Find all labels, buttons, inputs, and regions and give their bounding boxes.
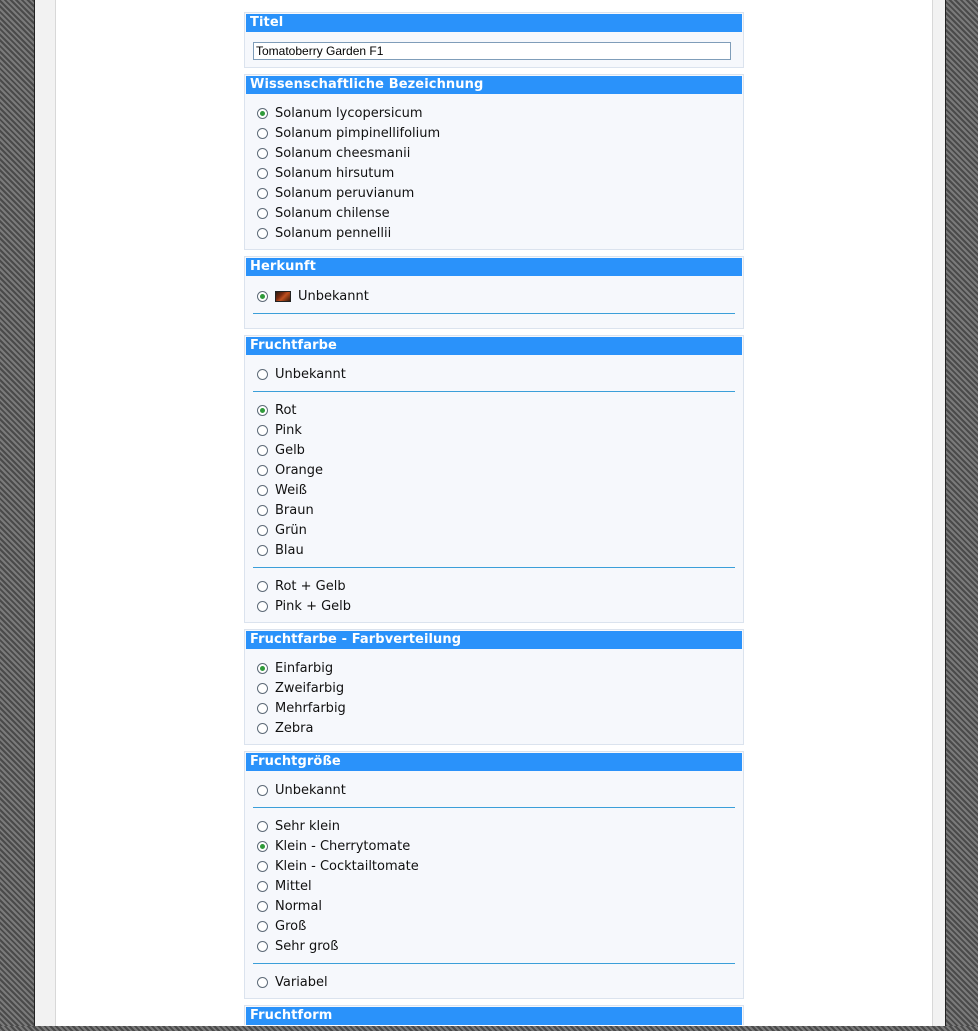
radio-unchecked[interactable]	[257, 188, 268, 199]
option-label: Solanum pimpinellifolium	[275, 125, 441, 141]
section-herkunft	[244, 256, 744, 329]
divider	[253, 567, 735, 568]
radio-unchecked[interactable]	[257, 861, 268, 872]
option-label: Solanum chilense	[275, 205, 390, 221]
radio-option[interactable]	[253, 876, 735, 896]
radio-option[interactable]	[253, 400, 735, 420]
option-label: Klein - Cocktailtomate	[275, 858, 419, 874]
option-label: Grün	[275, 522, 307, 538]
option-label: Gelb	[275, 442, 305, 458]
radio-option[interactable]	[253, 223, 735, 243]
section-wissenschaft	[244, 74, 744, 250]
option-label: Weiß	[275, 482, 307, 498]
radio-checked[interactable]	[257, 291, 268, 302]
radio-option[interactable]	[253, 896, 735, 916]
option-label: Mehrfarbig	[275, 700, 346, 716]
radio-checked[interactable]	[257, 405, 268, 416]
radio-option[interactable]	[253, 678, 735, 698]
radio-checked[interactable]	[257, 663, 268, 674]
form-column	[244, 12, 744, 1031]
radio-unchecked[interactable]	[257, 148, 268, 159]
radio-checked[interactable]	[257, 108, 268, 119]
radio-option[interactable]	[253, 816, 735, 836]
section-heading-fruchtgroesse: Fruchtgröße	[246, 753, 742, 771]
section-fruchtform	[244, 1005, 744, 1025]
radio-unchecked[interactable]	[257, 821, 268, 832]
radio-option[interactable]	[253, 163, 735, 183]
section-heading-farbverteilung: Fruchtfarbe - Farbverteilung	[246, 631, 742, 649]
radio-unchecked[interactable]	[257, 901, 268, 912]
option-label: Variabel	[275, 974, 328, 990]
radio-option[interactable]	[253, 596, 735, 616]
radio-option[interactable]	[253, 123, 735, 143]
radio-unchecked[interactable]	[257, 941, 268, 952]
section-titel	[244, 12, 744, 68]
radio-option[interactable]	[253, 143, 735, 163]
option-label: Rot + Gelb	[275, 578, 346, 594]
radio-option[interactable]	[253, 364, 735, 384]
radio-option[interactable]	[253, 718, 735, 738]
radio-unchecked[interactable]	[257, 545, 268, 556]
section-fruchtfarbe	[244, 335, 744, 623]
wissenschaft-options	[245, 94, 743, 249]
radio-option[interactable]	[253, 916, 735, 936]
radio-option[interactable]	[253, 440, 735, 460]
section-heading-fruchtfarbe: Fruchtfarbe	[246, 337, 742, 355]
radio-option[interactable]	[253, 183, 735, 203]
radio-option[interactable]	[253, 780, 735, 800]
option-label: Zweifarbig	[275, 680, 345, 696]
option-label: Mittel	[275, 878, 312, 894]
section-heading-wissenschaft: Wissenschaftliche Bezeichnung	[246, 76, 742, 94]
radio-unchecked[interactable]	[257, 465, 268, 476]
radio-option[interactable]	[253, 856, 735, 876]
radio-option[interactable]	[253, 836, 735, 856]
option-label: Unbekannt	[275, 366, 346, 382]
radio-unchecked[interactable]	[257, 525, 268, 536]
option-label: Solanum hirsutum	[275, 165, 395, 181]
radio-unchecked[interactable]	[257, 977, 268, 988]
option-label: Orange	[275, 462, 324, 478]
radio-option[interactable]	[253, 480, 735, 500]
radio-unchecked[interactable]	[257, 921, 268, 932]
section-farbverteilung	[244, 629, 744, 745]
option-label: Unbekannt	[298, 288, 369, 304]
radio-unchecked[interactable]	[257, 228, 268, 239]
option-label: Pink + Gelb	[275, 598, 352, 614]
radio-option[interactable]	[253, 576, 735, 596]
radio-option[interactable]	[253, 520, 735, 540]
radio-option[interactable]	[253, 936, 735, 956]
radio-unchecked[interactable]	[257, 208, 268, 219]
option-label: Zebra	[275, 720, 314, 736]
radio-option[interactable]	[253, 203, 735, 223]
option-label: Solanum pennellii	[275, 225, 392, 241]
radio-option[interactable]	[253, 500, 735, 520]
radio-unchecked[interactable]	[257, 505, 268, 516]
radio-unchecked[interactable]	[257, 881, 268, 892]
option-label: Klein - Cherrytomate	[275, 838, 411, 854]
radio-option[interactable]	[253, 420, 735, 440]
option-label: Unbekannt	[275, 782, 346, 798]
section-heading-herkunft: Herkunft	[246, 258, 742, 276]
section-heading-titel: Titel	[246, 14, 742, 32]
option-label: Solanum lycopersicum	[275, 105, 423, 121]
option-label: Braun	[275, 502, 314, 518]
option-label: Pink	[275, 422, 302, 438]
radio-unchecked[interactable]	[257, 683, 268, 694]
radio-unchecked[interactable]	[257, 168, 268, 179]
section-heading-fruchtform: Fruchtform	[246, 1007, 742, 1025]
option-label: Blau	[275, 542, 304, 558]
radio-option[interactable]	[253, 698, 735, 718]
option-label: Rot	[275, 402, 297, 418]
option-label: Einfarbig	[275, 660, 334, 676]
option-label: Solanum cheesmanii	[275, 145, 411, 161]
radio-checked[interactable]	[257, 841, 268, 852]
divider	[253, 391, 735, 392]
radio-option[interactable]	[253, 286, 735, 306]
radio-unchecked[interactable]	[257, 703, 268, 714]
radio-unchecked[interactable]	[257, 369, 268, 380]
radio-option[interactable]	[253, 972, 735, 992]
title-input[interactable]	[253, 42, 731, 60]
radio-option[interactable]	[253, 658, 735, 678]
radio-unchecked[interactable]	[257, 445, 268, 456]
divider	[253, 313, 735, 314]
radio-unchecked[interactable]	[257, 601, 268, 612]
divider	[253, 963, 735, 964]
option-label: Sehr klein	[275, 818, 340, 834]
radio-option[interactable]	[253, 540, 735, 560]
option-label: Groß	[275, 918, 307, 934]
unknown-flag-icon	[275, 291, 291, 302]
option-label: Solanum peruvianum	[275, 185, 415, 201]
radio-unchecked[interactable]	[257, 128, 268, 139]
radio-unchecked[interactable]	[257, 485, 268, 496]
option-label: Normal	[275, 898, 323, 914]
option-label: Sehr groß	[275, 938, 339, 954]
radio-option[interactable]	[253, 103, 735, 123]
radio-unchecked[interactable]	[257, 581, 268, 592]
divider	[253, 807, 735, 808]
radio-unchecked[interactable]	[257, 723, 268, 734]
radio-option[interactable]	[253, 460, 735, 480]
radio-unchecked[interactable]	[257, 785, 268, 796]
section-fruchtgroesse	[244, 751, 744, 999]
radio-unchecked[interactable]	[257, 425, 268, 436]
